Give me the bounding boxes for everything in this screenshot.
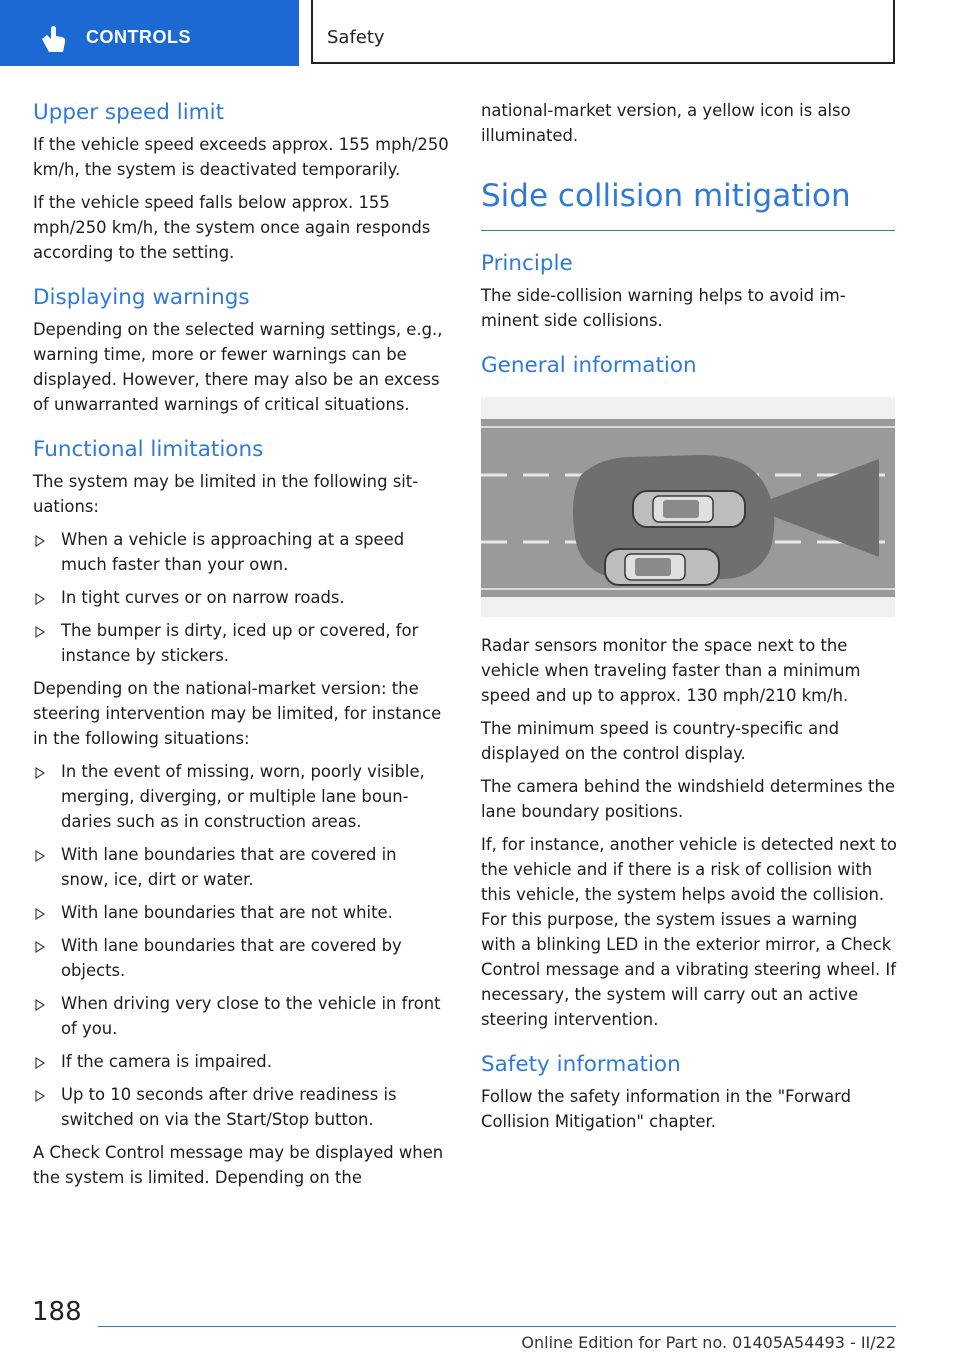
limitations-closing: A Check Control message may be displayed when the system is limited. Depending on the <box>33 1143 444 1187</box>
heading-rule <box>481 230 895 231</box>
bullet-triangle-icon <box>35 626 45 638</box>
heading-displaying-warnings: Displaying warnings <box>33 285 250 310</box>
adjacent-vehicle <box>605 549 719 585</box>
upper-speed-paragraph-2: If the vehicle speed falls below approx. 155 mph/250 km/h, the system once again responds according to the setting. <box>33 193 431 262</box>
section-label: CONTROLS <box>86 27 191 47</box>
heading-functional-limitations: Functional limitations <box>33 437 264 462</box>
list-item: When driving very close to the vehicle in front of you. <box>33 991 449 1041</box>
list-item: When a vehicle is approaching at a speed much faster than your own. <box>33 527 449 577</box>
list-item: Up to 10 seconds after drive readiness is switched on via the Start/Stop button. <box>33 1082 449 1132</box>
warnings-paragraph: Depending on the selected warning settings, e.g., warning time, more or fewer warnings can be displayed. However, there may also be an excess of unwarranted warnings of critical situations. <box>33 320 443 414</box>
limitations-list-1 <box>33 527 449 668</box>
principle-paragraph: The side-collision warning helps to avoid imminent side collisions. <box>481 286 846 330</box>
bullet-triangle-icon <box>35 941 45 953</box>
limitations-intro: The system may be limited in the following situations: <box>33 472 419 516</box>
bullet-triangle-icon <box>35 1057 45 1069</box>
heading-safety-information: Safety information <box>481 1052 681 1077</box>
list-item: If the camera is impaired. <box>33 1049 449 1074</box>
general-paragraph-1: Radar sensors monitor the space next to the vehicle when traveling faster than a minimum speed and up to approx. 130 mph/210 km/h. <box>481 636 861 705</box>
continuation-paragraph: national-market version, a yellow icon is also illuminated. <box>481 101 851 145</box>
bullet-triangle-icon <box>35 767 45 779</box>
bullet-triangle-icon <box>35 850 45 862</box>
bullet-triangle-icon <box>35 1090 45 1102</box>
list-item: The bumper is dirty, iced up or covered, for instance by stickers. <box>33 618 449 668</box>
upper-speed-paragraph-1: If the vehicle speed exceeds approx. 155 mph/250 km/h, the system is deactivated temporarily. <box>33 135 449 179</box>
edition-text: Online Edition for Part no. 01405A54493 - II/22 <box>521 1333 896 1352</box>
list-item: In the event of missing, worn, poorly visible, merging, diverging, or multiple lane boundaries such as in construction areas. <box>33 759 449 834</box>
hand-pointer-icon <box>38 25 68 53</box>
limitations-list-2 <box>33 759 449 1132</box>
right-column <box>481 98 897 1142</box>
ego-vehicle <box>633 491 745 527</box>
general-paragraph-3: The camera behind the windshield determines the lane boundary positions. <box>481 777 895 821</box>
bullet-triangle-icon <box>35 535 45 547</box>
left-column <box>33 98 449 1198</box>
bullet-triangle-icon <box>35 593 45 605</box>
list-item: With lane boundaries that are covered in snow, ice, dirt or water. <box>33 842 449 892</box>
list-item: With lane boundaries that are not white. <box>33 900 449 925</box>
heading-upper-speed-limit: Upper speed limit <box>33 100 225 125</box>
footer-rule <box>98 1326 896 1327</box>
list-item: In tight curves or on narrow roads. <box>33 585 449 610</box>
limitations-middle-paragraph: Depending on the national-market version: the steering intervention may be limited, for instance in the following situations: <box>33 679 442 748</box>
bullet-triangle-icon <box>35 908 45 920</box>
general-paragraph-4: If, for instance, another vehicle is detected next to the vehicle and if there is a risk of collision with this vehicle, the system helps avoid the collision. For this purpose, the system issues a warning with a blinking LED in the exterior mirror, a Check Control message and a vibrating steering wheel. If necessary, the system will carry out an active steering intervention. <box>481 835 897 1029</box>
safety-paragraph: Follow the safety information in the "Forward Collision Mitigation" chapter. <box>481 1087 852 1131</box>
side-collision-illustration <box>481 397 895 617</box>
page-title-box <box>311 0 895 64</box>
list-item: With lane boundaries that are covered by objects. <box>33 933 449 983</box>
page-title: Safety <box>327 27 385 48</box>
heading-principle: Principle <box>481 251 573 276</box>
heading-side-collision-mitigation: Side collision mitigation <box>481 178 851 214</box>
general-paragraph-2: The minimum speed is country-specific and displayed on the control display. <box>481 719 840 763</box>
page-number: 188 <box>32 1297 82 1327</box>
heading-general-information: General information <box>481 353 697 378</box>
section-tab[interactable] <box>0 0 299 66</box>
bullet-triangle-icon <box>35 999 45 1011</box>
